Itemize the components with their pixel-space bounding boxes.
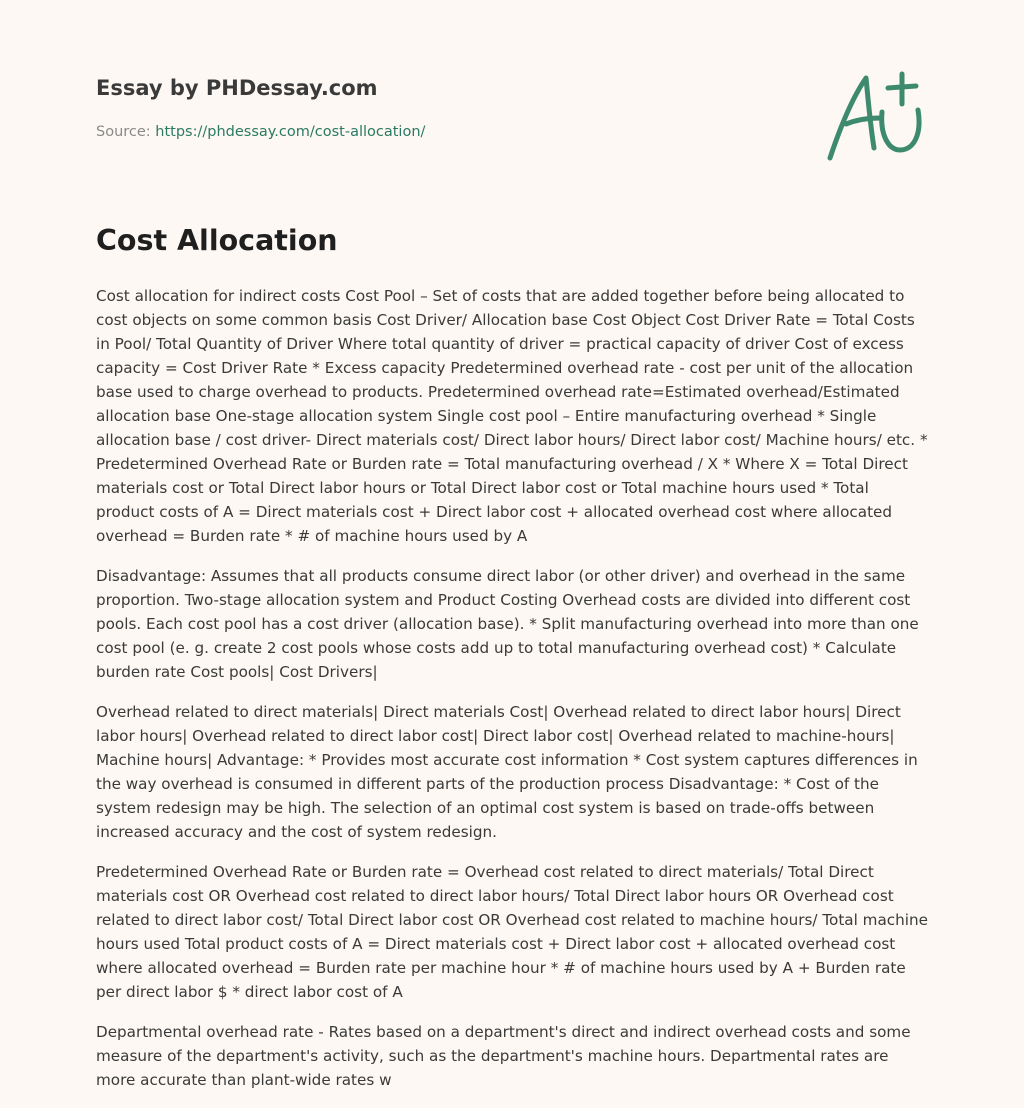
- article-paragraph: Disadvantage: Assumes that all products consume direct labor (or other driver) and overhead in the same proportion. Two-stage allocation system and Product Costing Overhead costs are divided into different cost pools. Each cost pool has a cost driver (allocation base). * Split manufacturing overhead into more than one cost pool (e. g. create 2 cost pools whose costs add up to total manufacturing overhead cost) * Calculate burden rate Cost pools| Cost Drivers|: [96, 567, 919, 681]
- article-paragraph: Overhead related to direct materials| Direct materials Cost| Overhead related to direct labor hours| Direct labor hours| Overhead related to direct labor cost| Direct labor cost| Overhead related to machine-hours| Machine hours| Advantage: * Provides most accurate cost information * Cost system captures differences in the way overhead is consumed in different parts of the production process Disadvantage: * Cost of the system redesign may be high. The selection of an optimal cost system is based on trade-offs between increased accuracy and the cost of system redesign.: [96, 703, 918, 841]
- source-label: Source:: [96, 124, 156, 140]
- article-paragraph: Cost allocation for indirect costs Cost Pool – Set of costs that are added together before being allocated to cost objects on some common basis Cost Driver/ Allocation base Cost Object Cost Driver Rate = Total Costs in Pool/ Total Quantity of Driver Where total quantity of driver = practical capacity of driver Cost of excess capacity = Cost Driver Rate * Excess capacity Predetermined overhead rate - cost per unit of the allocation base used to charge overhead to products. Predetermined overhead rate=Estimated overhead/Estimated allocation base One-stage allocation system Single cost pool – Entire manufacturing overhead * Single allocation base / cost driver- Direct materials cost/ Direct labor hours/ Direct labor cost/ Machine hours/ etc. * Predetermined Overhead Rate or Burden rate = Total manufacturing overhead / X * Where X = Total Direct materials cost or Total Direct labor hours or Total Direct labor cost or Total machine hours used * Total product costs of A = Direct materials cost + Direct labor cost + allocated overhead cost where allocated overhead = Burden rate * # of machine hours used by A: [96, 287, 928, 545]
- a-plus-logo-icon: [822, 68, 928, 164]
- source-link[interactable]: https://phdessay.com/cost-allocation/: [155, 124, 426, 140]
- article-paragraph: Departmental overhead rate - Rates based on a department's direct and indirect overhead costs and some measure of the department's activity, such as the department's machine hours. Departmental rates are more accurate than plant-wide rates w: [96, 1023, 911, 1089]
- source-line: [96, 124, 425, 140]
- article-paragraph: Predetermined Overhead Rate or Burden rate = Overhead cost related to direct materials/ Total Direct materials cost OR Overhead cost related to direct labor hours/ Total Direct labor hours OR Overhead cost related to direct labor cost/ Total Direct labor cost OR Overhead cost related to machine hours/ Total machine hours used Total product costs of A = Direct materials cost + Direct labor cost + allocated overhead cost where allocated overhead = Burden rate per machine hour * # of machine hours used by A + Burden rate per direct labor $ * direct labor cost of A: [96, 863, 928, 1001]
- article-title: Cost Allocation: [96, 224, 338, 257]
- site-brand: Essay by PHDessay.com: [96, 76, 378, 100]
- article-body: [96, 284, 932, 1108]
